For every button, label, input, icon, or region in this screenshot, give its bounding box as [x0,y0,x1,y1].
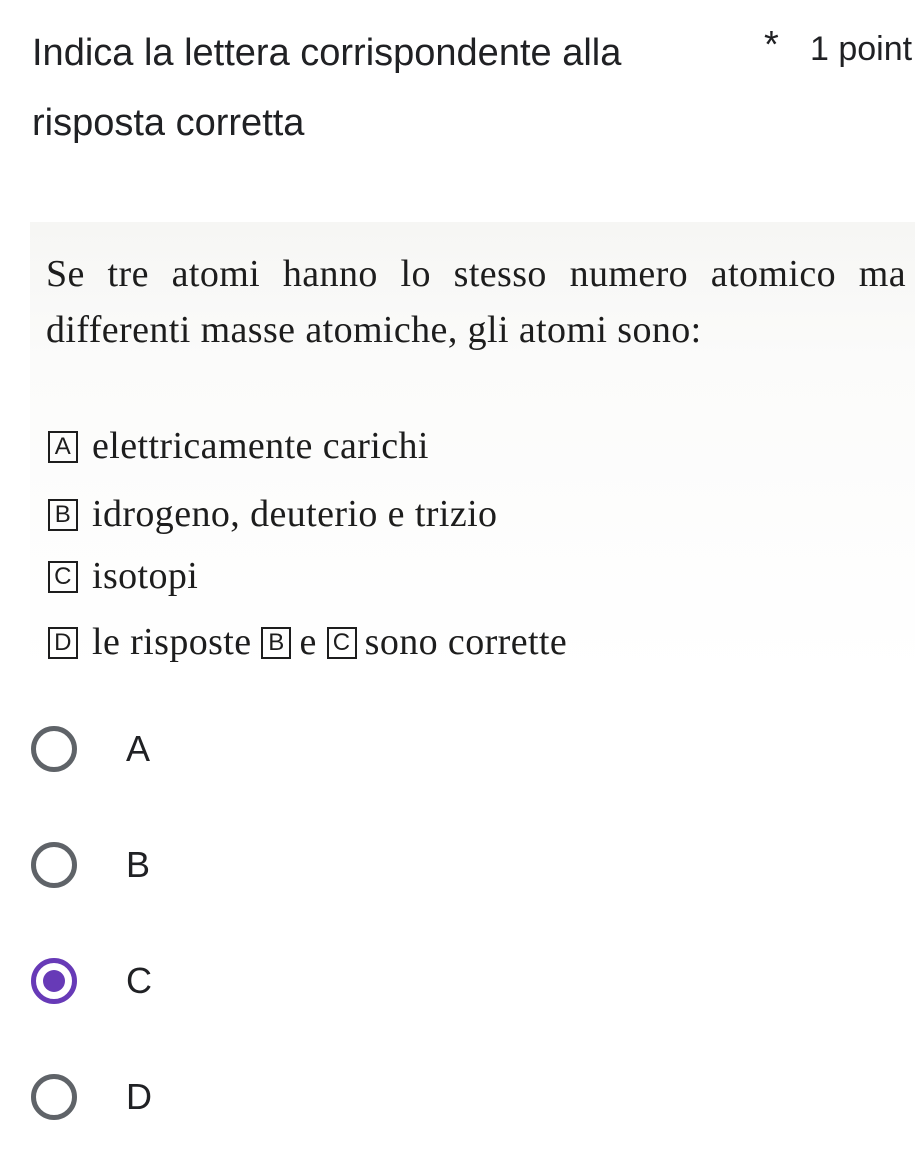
answer-option-d[interactable] [28,1038,428,1148]
question-header [32,18,913,158]
answer-option-b[interactable] [28,806,428,916]
letter-box-b: B [48,499,78,531]
answer-label-a[interactable]: A [126,728,151,769]
image-option-d [48,620,567,664]
letter-box-ref-b: B [261,627,291,659]
radio-button-d[interactable] [31,1074,77,1120]
question-image [30,222,915,677]
letter-box-d: D [48,627,78,659]
answer-label-b[interactable]: B [126,844,151,885]
image-option-d-mid: e [299,621,317,663]
image-option-a-text: elettricamente carichi [92,425,429,467]
letter-box-c: C [48,561,78,593]
radio-button-a[interactable] [31,726,77,772]
radio-button-b[interactable] [31,842,77,888]
points-label: 1 point [810,30,913,68]
radio-button-c-selected[interactable] [31,958,77,1004]
image-option-d-text: le risposte [92,621,252,663]
answer-label-d[interactable]: D [126,1076,152,1117]
answer-option-a[interactable] [28,690,428,800]
image-option-a [48,424,429,468]
letter-box-ref-c: C [327,627,357,659]
image-option-c-text: isotopi [92,555,199,597]
image-option-c [48,554,198,598]
answer-option-c[interactable] [28,922,428,1032]
answer-label-c[interactable]: C [126,960,152,1001]
required-asterisk: * [764,24,779,66]
image-option-b-text: idrogeno, deuterio e trizio [92,493,498,535]
question-image-text: Se tre atomi hanno lo stesso numero atomico ma differenti masse atomiche, gli atomi sono: [46,253,906,351]
image-option-d-tail: sono corrette [364,621,568,663]
question-title: Indica la lettera corrispondente alla risposta corretta [32,32,622,144]
image-option-b [48,492,497,536]
letter-box-a: A [48,431,78,463]
